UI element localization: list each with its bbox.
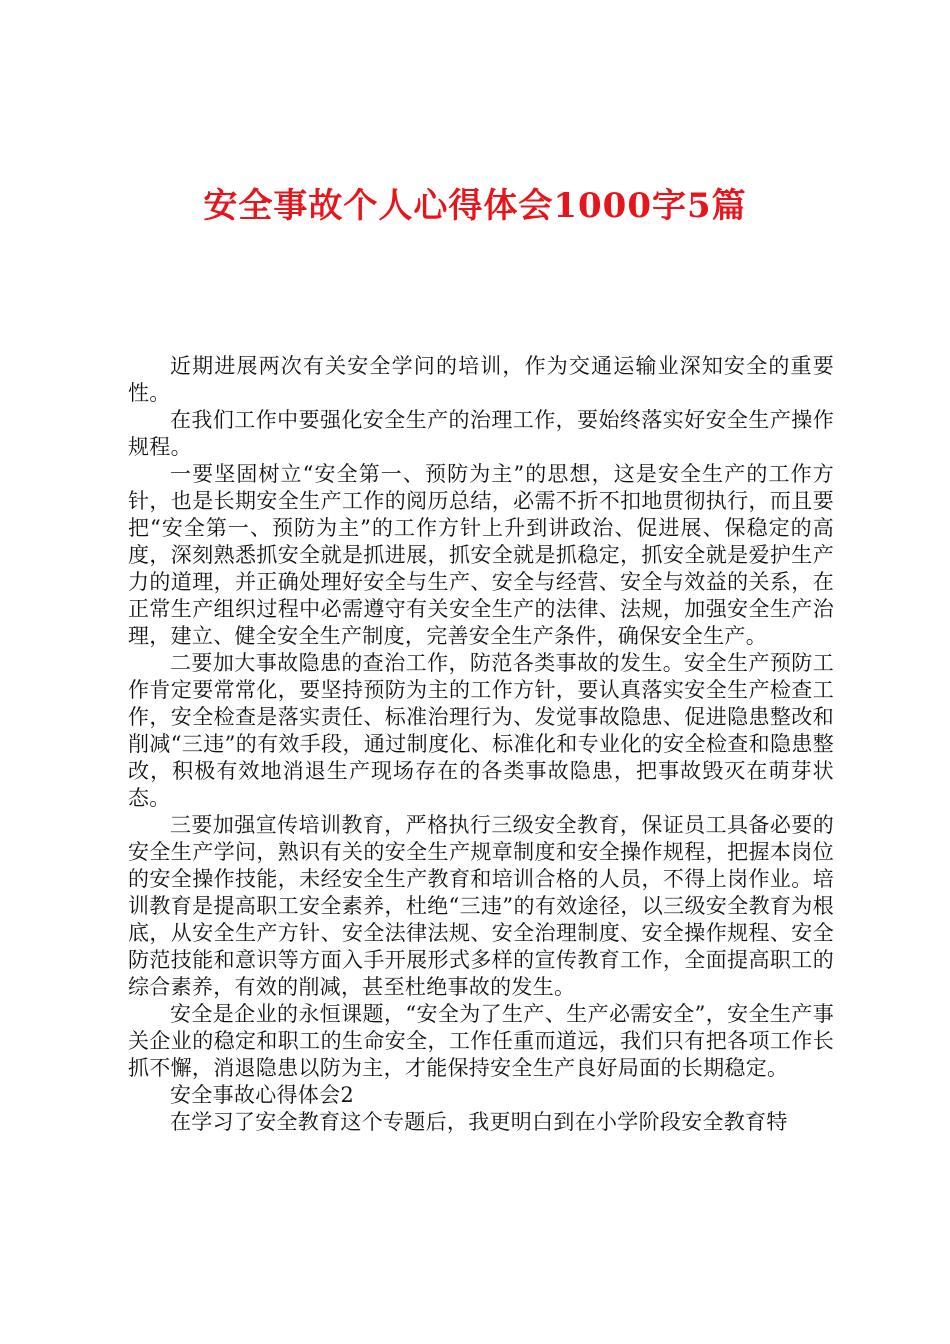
paragraph-point-three: 三要加强宣传培训教育，严格执行三级安全教育，保证员工具备必要的安全生产学问，熟识有关的安全生产规章制度和安全操作规程，把握本岗位的安全操作技能，未经安全生产教育和培训合格的人员，不得上岗作业。培训教育是提高职工安全素养，杜绝“三违”的有效途径，以三级安全教育为根底，从安全生产方针、安全法律法规、安全治理制度、安全操作规程、安全防范技能和意识等方面入手开展形式多样的宣传教育工作，全面提高职工的综合素养，有效的削减，甚至杜绝事故的发生。: [128, 813, 834, 999]
paragraph-section-2-start: 在学习了安全教育这个专题后，我更明白到在小学阶段安全教育特: [170, 1110, 788, 1134]
paragraph-point-two: 二要加大事故隐患的查治工作，防范各类事故的发生。安全生产预防工作肯定要常常化，要坚持预防为主的工作方针，要认真落实安全生产检查工作，安全检查是落实责任、标准治理行为、发觉事故隐患、促进隐患整改和削减“三违”的有效手段，通过制度化、标准化和专业化的安全检查和隐患整改，积极有效地消退生产现场存在的各类事故隐患，把事故毁灭在萌芽状态。: [128, 651, 834, 810]
section-heading-2: 安全事故心得体会2: [170, 1083, 355, 1107]
paragraph-intro: 近期进展两次有关安全学问的培训，作为交通运输业深知安全的重要性。: [128, 354, 834, 405]
paragraph-point-one: 一要坚固树立“安全第一、预防为主”的思想，这是安全生产的工作方针，也是长期安全生产工作的阅历总结，必需不折不扣地贯彻执行，而且要把“安全第一、预防为主”的工作方针上升到讲政治、促进展、保稳定的高度，深刻熟悉抓安全就是抓进展，抓安全就是抓稳定，抓安全就是爱护生产力的道理，并正确处理好安全与生产、安全与经营、安全与效益的关系，在正常生产组织过程中必需遵守有关安全生产的法律、法规，加强安全生产治理，建立、健全安全生产制度，完善安全生产条件，确保安全生产。: [128, 462, 834, 648]
paragraph-management: 在我们工作中要强化安全生产的治理工作，要始终落实好安全生产操作规程。: [128, 408, 834, 459]
paragraph-conclusion: 安全是企业的永恒课题，“安全为了生产、生产必需安全”，安全生产事关企业的稳定和职工的生命安全，工作任重而道远，我们只有把各项工作长抓不懈，消退隐患以防为主，才能保持安全生产良好局面的长期稳定。: [128, 1002, 834, 1080]
document-body: [128, 353, 834, 1136]
document-title: 安全事故个人心得体会1000字5篇: [203, 186, 747, 226]
